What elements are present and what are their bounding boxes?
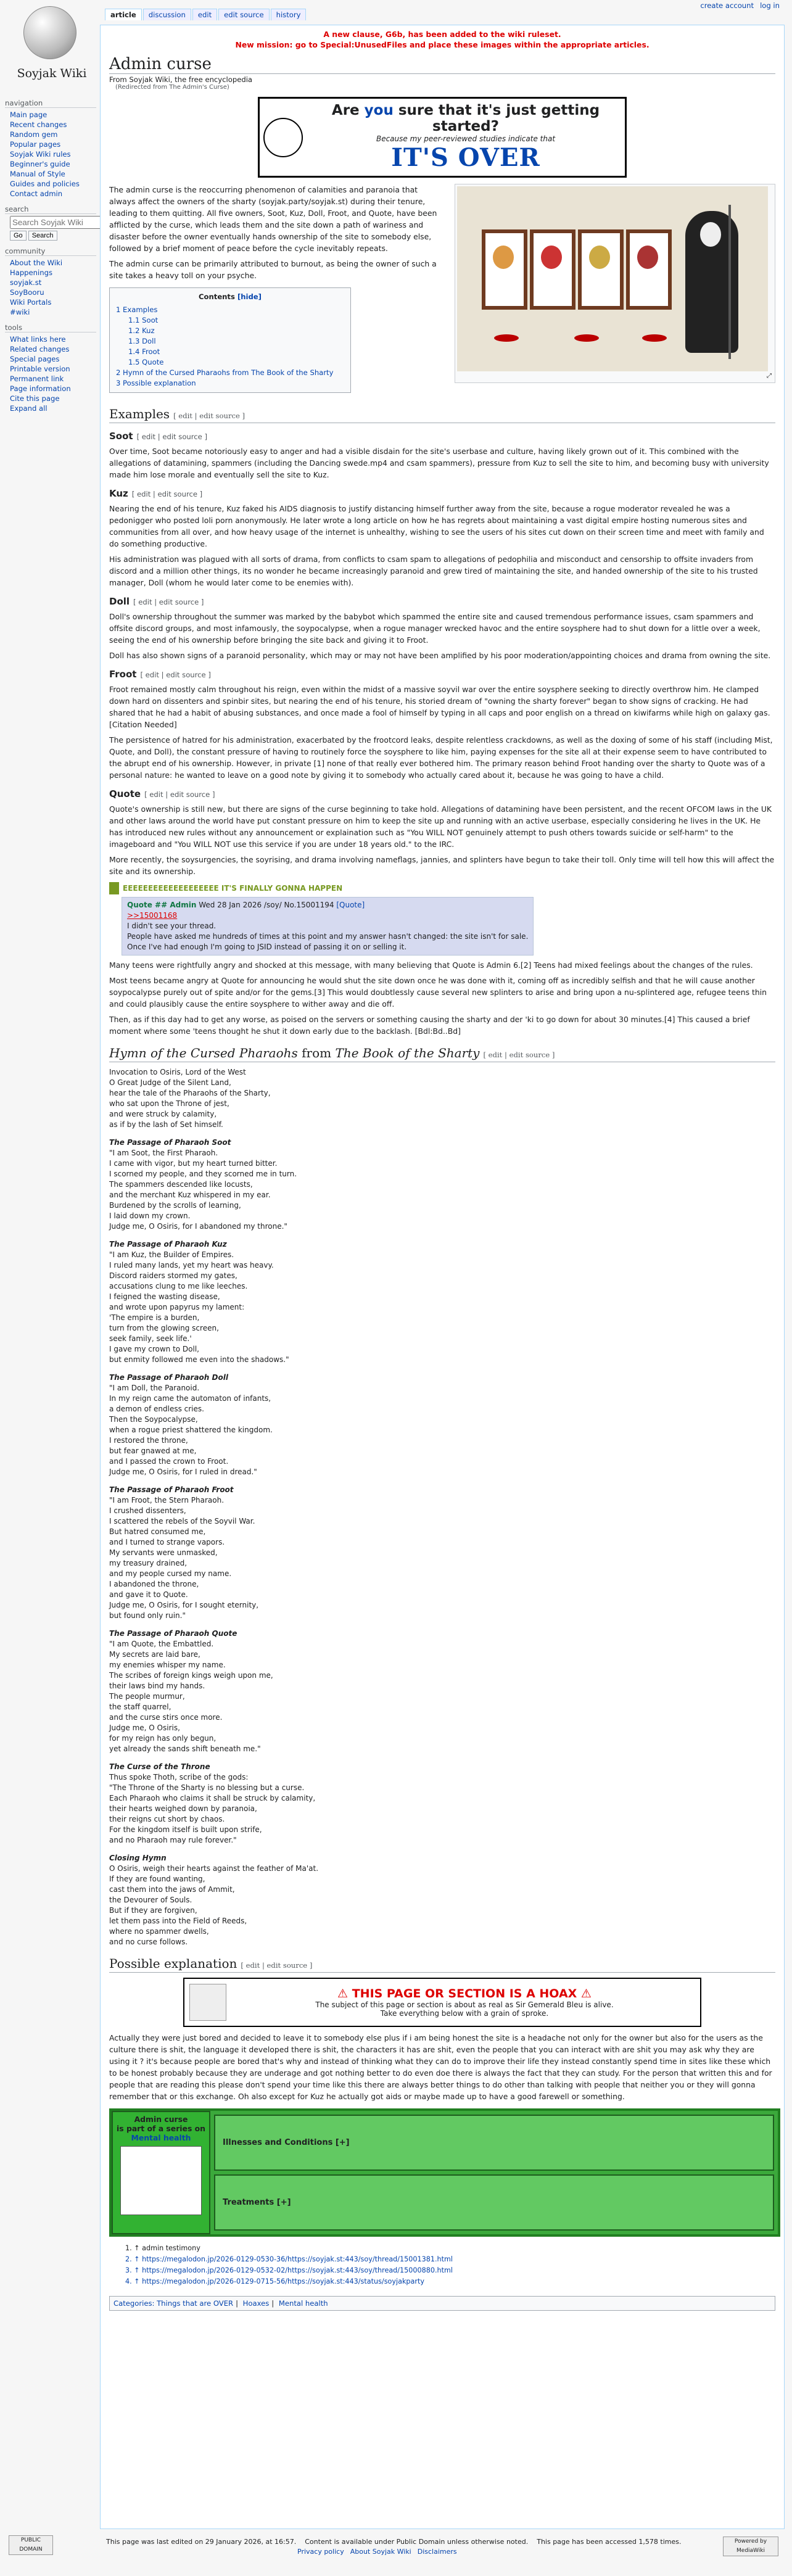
- create-account-link[interactable]: create account: [700, 1, 754, 10]
- figure-icon: [493, 246, 514, 269]
- sidebar-item[interactable]: #wiki: [10, 308, 30, 316]
- reference-item[interactable]: 3. ↑ https://megalodon.jp/2026-0129-0532-02/https://soyjak.st:443/soy/thread/15000880.html: [125, 2266, 453, 2274]
- poem-line: and were struck by calamity,: [109, 1110, 217, 1118]
- poem-line: For the kingdom itself is built upon strife,: [109, 1825, 262, 1834]
- poem-line: I feigned the wasting disease,: [109, 1292, 220, 1301]
- poem-line: my treasury drained,: [109, 1559, 188, 1567]
- blood-splat-icon: [494, 334, 519, 342]
- stanza: [109, 1772, 775, 1846]
- personal-tools: [700, 1, 780, 10]
- sidebar-item[interactable]: Beginner's guide: [10, 160, 70, 168]
- poem-line: Each Pharaoh who claims it shall be struck by calamity,: [109, 1794, 316, 1802]
- hymn-invocation: [109, 1067, 775, 1130]
- sidebar-item[interactable]: About the Wiki: [10, 258, 63, 267]
- door-icon: [530, 229, 575, 310]
- heading-text: The Book of the Sharty: [335, 1046, 480, 1060]
- poem-line: The scribes of foreign kings weigh upon me,: [109, 1671, 273, 1680]
- navbox-illnesses-toggle[interactable]: Illnesses and Conditions [+]: [214, 2115, 774, 2171]
- sidebar-navigation: [4, 99, 96, 199]
- poem-line: My servants were unmasked,: [109, 1548, 218, 1557]
- poem-line: Burdened by the scrolls of learning,: [109, 1201, 241, 1210]
- poem-line: I gave my crown to Doll,: [109, 1345, 199, 1353]
- stanza: [109, 1495, 775, 1621]
- poem-line: and my people cursed my name.: [109, 1569, 232, 1578]
- disclaimers-link[interactable]: Disclaimers: [417, 2548, 457, 2556]
- poem-line: when a rogue priest shattered the kingdom.: [109, 1426, 273, 1434]
- poem-line: But if they are forgiven,: [109, 1906, 197, 1915]
- poem-line: as if by the lash of Set himself.: [109, 1120, 223, 1129]
- go-button[interactable]: Go: [10, 231, 27, 241]
- toc-hide-toggle[interactable]: [hide]: [237, 292, 262, 301]
- navbox-series-text: Admin curse: [134, 2115, 188, 2124]
- poem-line: where no spammer dwells,: [109, 1927, 209, 1936]
- clown-soyjak-icon: [120, 2146, 202, 2215]
- poem-line: their reigns cut short by chaos.: [109, 1815, 225, 1823]
- edit-section-link[interactable]: [ edit | edit source ]: [131, 490, 203, 498]
- edit-section-link[interactable]: [ edit | edit source ]: [140, 671, 211, 679]
- sidebar-item[interactable]: Page information: [10, 384, 71, 393]
- section-heading-froot: [109, 669, 775, 680]
- quote-paragraph: Quote's ownership is still new, but there are signs of the curse beginning to take hold. Allegations of datamining have been persistent, and the recent OFCOM laws in the UK and other laws around the world have put constant pressure on him to keep the site up and running with an active userbase, especially considering he lives in the UK. He has introduced new rules without any announcement or explaination such as "You WILL NOT genuinely attempt to push others towards suicide or self-harm" to the imageboard and "You WILL NOT use this service if you are under 18 years old." to the IRC.: [109, 804, 772, 849]
- site-logo[interactable]: [5, 4, 97, 96]
- sidebar-item[interactable]: Cite this page: [10, 394, 60, 403]
- hoax-sub: The subject of this page or section is about as real as Sir Gemerald Bleu is alive.: [315, 2000, 614, 2009]
- poem-line: "I am Kuz, the Builder of Empires.: [109, 1250, 234, 1259]
- stanza: [109, 1864, 775, 1947]
- poem-line: I restored the throne,: [109, 1436, 188, 1445]
- stanza-heading: The Passage of Pharaoh Soot: [109, 1138, 231, 1147]
- poem-line: The spammers descended like locusts,: [109, 1180, 253, 1189]
- stanza: [109, 1639, 775, 1754]
- post-quotelink[interactable]: >>15001168: [127, 911, 178, 920]
- kuz-paragraph: Nearing the end of his tenure, Kuz faked his AIDS diagnosis to justify distancing himself further away from the site, because a rogue moderator revealed he was a pedonigger who posted loli porn anonymously. He later wrote a long article on how he has regrets about maintaining a vast digital empire hosting numerous sites and communities from all over, and how heavy usage of the internet is unhealthy, wishing to see the users of his sites cut down on their screen time and meet with family and do something productive.: [109, 504, 764, 548]
- poem-line: but found only ruin.": [109, 1611, 186, 1620]
- heading-text: from: [297, 1046, 336, 1060]
- edit-section-link[interactable]: [ edit | edit source ]: [133, 598, 204, 606]
- section-heading-soot: [109, 431, 775, 442]
- heading-text: Quote: [109, 788, 141, 799]
- deer-icon: [189, 1984, 226, 2021]
- its-over-banner: [258, 97, 627, 178]
- toc-item[interactable]: 1.3 Doll: [128, 337, 156, 345]
- sidebar-item[interactable]: Expand all: [10, 404, 47, 413]
- edit-section-link[interactable]: [ edit | edit source ]: [144, 790, 215, 799]
- figure-icon: [589, 246, 610, 269]
- post-line: Once I've had enough I'm going to JSID instead of passing it on or selling it.: [127, 943, 407, 951]
- sidebar-tools: [4, 323, 96, 413]
- page-title: Admin curse: [109, 55, 775, 74]
- category-links: Categories: Things that are OVER | Hoaxes | Mental health: [109, 2296, 775, 2311]
- poem-line: accusations clung to me like leeches.: [109, 1282, 248, 1290]
- hymn-poem: [109, 1067, 775, 1947]
- figure-icon: [637, 246, 658, 269]
- sidebar-item[interactable]: soyjak.st: [10, 278, 42, 287]
- sidebar-item[interactable]: What links here: [10, 335, 66, 344]
- poem-line: If they are found wanting,: [109, 1875, 205, 1883]
- doll-paragraph: Doll's ownership throughout the summer was marked by the babybot which spammed the entire site and caused tremendous performance issues, csam spammers and offsite discord groups, and most infamously, the soypocalypse, when a rogue manager wrecked havoc and the entire soysphere had to shut down for a little over a week, seeing the end of his ownership before bringing the site back and giving it to Froot.: [109, 612, 761, 645]
- post-date: Wed 28 Jan 2026 /soy/ No.15001194: [199, 901, 334, 909]
- hoax-title-text: THIS PAGE OR SECTION IS A HOAX: [352, 1987, 577, 2000]
- post-subject: Quote ## Admin: [127, 901, 197, 909]
- poem-line: The people murmur,: [109, 1692, 185, 1701]
- quote-paragraph: More recently, the soysurgencies, the soyrising, and drama involving nameflags, jannies, and splinters have begun to take their toll. Only time will tell how this will affect the site and its ownership.: [109, 855, 775, 876]
- post-header-text: EEEEEEEEEEEEEEEEEEE IT'S FINALLY GONNA HAPPEN: [123, 884, 343, 893]
- froot-paragraph: The persistence of hatred for his administration, exacerbated by the frootcord leaks, despite relentless crackdowns, as well as the doxing of some of his staff (including Mist, Quote, and Doll), the constant pressure of having to routinely force the soysphere to like him, paying expenses for the site all at their expense seem to have contributed to the abrupt end of his ownership. However, in private [1] none of that really ever bothered him. The primary reason behind Froot handing over the sharty to Quote was of a personal nature: he wanted to leave on a good note by giving it to somebody who actually cared about it, because he was going to have a child.: [109, 735, 773, 780]
- poem-line: "I am Doll, the Paranoid.: [109, 1384, 200, 1392]
- hoax-banner: [183, 1978, 701, 2027]
- figure-icon: [541, 246, 562, 269]
- stanza-heading: Closing Hymn: [109, 1854, 167, 1862]
- section-heading-examples: [109, 407, 775, 423]
- intro-paragraph: The admin curse is the reoccurring phenomenon of calamities and paranoia that always affect the owners of the sharty (soyjak.party/soyjak.st) during their tenure, leading to them quitting. All five owners, Soot, Kuz, Doll, Froot, and Quote, have been afflicted by the curse, which leads them and the site down a path of wariness and disaster before the owner eventually hands ownership of the site to somebody else, followed by a brief moment of peace before the cycle inevitably repeats.: [109, 185, 437, 253]
- heading-text: Soot: [109, 431, 133, 442]
- section-heading-kuz: [109, 488, 775, 499]
- heading-text: Froot: [109, 669, 137, 680]
- sidebar-item[interactable]: Permanent link: [10, 374, 64, 383]
- toc-item[interactable]: 1.4 Froot: [128, 347, 160, 356]
- mediawiki-badge[interactable]: Powered by MediaWiki: [723, 2537, 778, 2556]
- soyjak-face-icon: [263, 118, 303, 157]
- poem-line: I scorned my people, and they scorned me in turn.: [109, 1170, 297, 1178]
- poem-line: Discord raiders stormed my gates,: [109, 1271, 237, 1280]
- toc-item[interactable]: 3 Possible explanation: [116, 379, 196, 387]
- poem-line: seek family, seek life.': [109, 1334, 192, 1343]
- poem-line: and gave it to Quote.: [109, 1590, 188, 1599]
- soot-paragraph: Over time, Soot became notoriously easy to anger and had a visible disdain for the site's userbase and culture, having likely grown out of it. This combined with the allegations of datamining, spammers (including the Dancing swede.mp4 and csam spammers), pressure from Kuz to sell the site to him, and becoming busy with university made him lose morale and eventually sell the site to Kuz.: [109, 447, 769, 479]
- sidebar-community: [4, 247, 96, 317]
- site-sub: From Soyjak Wiki, the free encyclopedia: [109, 75, 253, 84]
- heading-text: Doll: [109, 596, 130, 607]
- sidebar-search: [4, 205, 96, 241]
- page-tabs: [105, 9, 306, 20]
- stanza-heading: The Passage of Pharaoh Quote: [109, 1629, 237, 1638]
- banner-q-post: sure that it's just getting started?: [393, 102, 600, 134]
- notice-line: New mission: go to Special:UnusedFiles and place these images within the appropriate articles.: [235, 40, 650, 49]
- poem-line: a demon of endless cries.: [109, 1405, 204, 1413]
- banner-question: [310, 102, 621, 134]
- privacy-link[interactable]: Privacy policy: [297, 2548, 344, 2556]
- poem-line: Judge me, O Osiris, for I sought eternity,: [109, 1601, 259, 1609]
- stanza: [109, 1148, 775, 1232]
- heading-text: Possible explanation: [109, 1956, 237, 1971]
- poem-line: I ruled many lands, yet my heart was heavy.: [109, 1261, 274, 1269]
- edit-section-link[interactable]: [ edit | edit source ]: [136, 432, 207, 441]
- notice-line: A new clause, G6b, has been added to the wiki ruleset.: [323, 30, 561, 39]
- door-icon: [626, 229, 672, 310]
- stanza: [109, 1383, 775, 1477]
- scythe-icon: [728, 205, 731, 359]
- heading-text: Examples: [109, 407, 170, 421]
- sidebar-item[interactable]: Recent changes: [10, 120, 67, 129]
- post-thumbnail-icon[interactable]: [109, 882, 119, 894]
- poem-line: let them pass into the Field of Reeds,: [109, 1917, 247, 1925]
- toc-item[interactable]: 2 Hymn of the Cursed Pharaohs from The Book of the Sharty: [116, 368, 334, 377]
- poem-line: 'The empire is a burden,: [109, 1313, 200, 1322]
- category-link[interactable]: Hoaxes: [242, 2299, 270, 2308]
- sidebar-item[interactable]: Wiki Portals: [10, 298, 52, 307]
- quote-paragraph: Then, as if this day had to get any worse, as poised on the servers or something causing the sharty and der 'ki to go down for about 30 minutes.[4] This caused a brief moment where some 'teens thought he shut it down early due to the backlash. [Bdl:Bd..Bd]: [109, 1015, 750, 1036]
- sidebar-item[interactable]: Happenings: [10, 268, 52, 277]
- login-link[interactable]: log in: [760, 1, 780, 10]
- poem-line: "The Throne of the Sharty is no blessing but a curse.: [109, 1783, 305, 1792]
- poem-line: and no Pharaoh may rule forever.": [109, 1836, 237, 1844]
- table-of-contents: [109, 287, 351, 393]
- poem-line: but fear gnawed at me,: [109, 1447, 197, 1455]
- magnify-icon[interactable]: ⤢: [767, 373, 772, 379]
- poem-line: I laid down my crown.: [109, 1212, 191, 1220]
- last-edited: This page was last edited on 29 January 2026, at 16:57.: [106, 2538, 297, 2546]
- poem-line: Judge me, O Osiris, for I ruled in dread.": [109, 1468, 257, 1476]
- poem-line: the Devourer of Souls.: [109, 1896, 192, 1904]
- site-wordmark[interactable]: Soyjak Wiki: [17, 67, 87, 80]
- article-image[interactable]: [455, 184, 775, 383]
- door-icon: [482, 229, 527, 310]
- sidebar-item[interactable]: Manual of Style: [10, 170, 65, 178]
- navbox-series-text: is part of a series on: [117, 2124, 205, 2133]
- heading-text: Hymn of the Cursed Pharaohs: [109, 1046, 298, 1060]
- sidebar-item[interactable]: Printable version: [10, 365, 70, 373]
- banner-its-over[interactable]: IT'S OVER: [391, 143, 540, 172]
- edit-section-link[interactable]: [ edit | edit source ]: [483, 1051, 555, 1059]
- poem-line: hear the tale of the Pharaohs of the Sharty,: [109, 1089, 271, 1097]
- globe-logo-icon[interactable]: [23, 6, 76, 59]
- edit-section-link[interactable]: [ edit | edit source ]: [173, 411, 245, 420]
- poem-line: "I am Froot, the Stern Pharaoh.: [109, 1496, 225, 1505]
- poem-line: Judge me, O Osiris,: [109, 1724, 180, 1732]
- navbox-series: [112, 2111, 210, 2234]
- stanza: [109, 1250, 775, 1365]
- sidebar-heading: tools: [5, 323, 96, 332]
- section-heading-hymn: [109, 1046, 775, 1062]
- heading-text: Kuz: [109, 488, 128, 499]
- category-link[interactable]: Things that are OVER: [157, 2299, 234, 2308]
- poem-line: and the merchant Kuz whispered in my ear.: [109, 1191, 271, 1199]
- poem-line: In my reign came the automaton of infants,: [109, 1394, 271, 1403]
- poem-line: their hearts weighed down by paranoia,: [109, 1804, 257, 1813]
- toc-item[interactable]: 1 Examples: [116, 305, 158, 314]
- poem-line: turn from the glowing screen,: [109, 1324, 219, 1332]
- tab-history[interactable]: history: [271, 9, 307, 20]
- skull-icon: [700, 222, 721, 247]
- poem-line: their laws bind my hands.: [109, 1682, 205, 1690]
- sidebar-item[interactable]: Contact admin: [10, 189, 63, 198]
- sidebar-item[interactable]: Popular pages: [10, 140, 61, 149]
- sidebar-item[interactable]: Related changes: [10, 345, 70, 353]
- toc-title: Contents: [199, 292, 235, 301]
- kuz-paragraph: His administration was plagued with all sorts of drama, from conflicts to csam spam to allegations of pedophilia and misconduct and censorship to offsite invaders from discord and a million other things, its no wonder he became increasingly paranoid and grew tired of maintaining the site, and handed ownership of the site to his trusted manager, Doll (whom he would later come to be enemies with).: [109, 555, 758, 587]
- sidebar-item[interactable]: Random gem: [10, 130, 58, 139]
- section-heading-possible: [109, 1956, 775, 1973]
- poem-line: But hatred consumed me,: [109, 1527, 206, 1536]
- stanza-heading: The Passage of Pharaoh Froot: [109, 1485, 234, 1494]
- poem-line: and the curse stirs once more.: [109, 1713, 223, 1722]
- sidebar-item[interactable]: Soyjak Wiki rules: [10, 150, 71, 159]
- sidebar: [4, 99, 96, 419]
- banner-because: Because my peer-reviewed studies indicate that: [376, 134, 556, 143]
- tab-discussion[interactable]: discussion: [143, 9, 191, 20]
- pharaoh-doors-illustration[interactable]: [457, 186, 768, 371]
- tab-edit-source[interactable]: edit source: [218, 9, 269, 20]
- navbox-treatments-toggle[interactable]: Treatments [+]: [214, 2174, 774, 2231]
- post-line: People have asked me hundreds of times at this point and my answer hasn't changed: the site isn't for sale.: [127, 932, 529, 941]
- stanza-heading: The Passage of Pharaoh Doll: [109, 1373, 228, 1382]
- post-header: [109, 882, 775, 894]
- hoax-title: ⚠ THIS PAGE OR SECTION IS A HOAX ⚠: [337, 1987, 592, 2000]
- accessed-count: This page has been accessed 1,578 times.: [537, 2538, 682, 2546]
- stanza-heading: The Curse of the Throne: [109, 1762, 210, 1771]
- reference-item[interactable]: 1. ↑ admin testimony: [125, 2244, 200, 2252]
- sidebar-item[interactable]: SoyBooru: [10, 288, 44, 297]
- categories-label[interactable]: Categories:: [113, 2299, 155, 2308]
- search-button[interactable]: Search: [28, 231, 57, 241]
- edit-section-link[interactable]: [ edit | edit source ]: [241, 1961, 313, 1970]
- poem-line: I abandoned the throne,: [109, 1580, 199, 1588]
- poem-line: and I passed the crown to Froot.: [109, 1457, 229, 1466]
- poem-line: who sat upon the Throne of jest,: [109, 1099, 229, 1108]
- hoax-sub: Take everything below with a grain of sproke.: [380, 2009, 549, 2018]
- mental-health-navbox: [109, 2108, 780, 2237]
- public-domain-badge[interactable]: PUBLIC DOMAIN: [9, 2535, 53, 2555]
- poem-line: yet already the sands shift beneath me.": [109, 1744, 261, 1753]
- blood-splat-icon: [574, 334, 599, 342]
- poem-line: I came with vigor, but my heart turned bitter.: [109, 1159, 278, 1168]
- poem-line: O Osiris, weigh their hearts against the feather of Ma'at.: [109, 1864, 319, 1873]
- door-icon: [578, 229, 624, 310]
- poem-line: O Great Judge of the Silent Land,: [109, 1078, 231, 1087]
- sidebar-item[interactable]: Special pages: [10, 355, 60, 363]
- quote-paragraph: Most teens became angry at Quote for announcing he would shut the site down once he was done with it, coming off as incredibly selfish and that he will cause another soypocalypse purely out of spite and/or for the gems.[3] This would doubtlessly cause several new splinters to arise and bring upon a nu-splintered age, refugee teens thin and could plausibly cause the entire soysphere to wither away and die off.: [109, 976, 767, 1009]
- sidebar-heading: community: [5, 247, 96, 256]
- possible-paragraph: Actually they were just bored and decided to leave it to somebody else plus if i am being honest the site is a headache not only for the owner but also for the users as the culture there is shit, the language it developed there is shit, the characters it has are shit, even the people that you can interact with are shit you may ask why they are using it ? it's because people are bored that's why and instead of thinking what they can do to improve their life they instead constantly spend time in sites like these which to be honest probably because they are underage and got nothing better to do even doe there is always the fact that they can study. For the person that written this and for people that are reading this please don't spend your time like this there are always better things to do other than talking with people that neither you or they will gonna remember that or this exchange. Oh also except for Kuz he actually got aids or maybe made up to have a good farewell or something.: [109, 2033, 772, 2101]
- category-link[interactable]: Mental health: [278, 2299, 328, 2308]
- froot-paragraph: Froot remained mostly calm throughout his reign, even within the midst of a massive soyvil war over the entire soysphere seeking to directly overthrow him. He clamped down hard on dissenters and spinbir sites, but nearing the end of his tenure, his storied dream of "owning the sharty forever" began to show signs of cracking. He had shared that he had a habit of abusing substances, and once made a fool of himself by typing in all caps and poor english on a thread on kiwifarms while high on galaxy gas. [Citation Needed]: [109, 685, 770, 729]
- poem-line: Invocation to Osiris, Lord of the West: [109, 1068, 246, 1076]
- poem-line: Judge me, O Osiris, for I abandoned my throne.": [109, 1222, 287, 1231]
- reference-item[interactable]: 2. ↑ https://megalodon.jp/2026-0129-0530-36/https://soyjak.st:443/soy/thread/15001381.html: [125, 2255, 453, 2263]
- poem-line: My secrets are laid bare,: [109, 1650, 200, 1659]
- poem-line: for my reign has only begun,: [109, 1734, 217, 1743]
- references: [125, 2243, 775, 2287]
- poem-line: Thus spoke Thoth, scribe of the gods:: [109, 1773, 249, 1781]
- banner-q-pre: Are: [331, 102, 365, 118]
- intro-paragraph: The admin curse can be primarily attributed to burnout, as being the owner of such a site takes a heavy toll on your psyche.: [109, 259, 437, 280]
- banner-q-you[interactable]: you: [364, 102, 394, 118]
- poem-line: but enmity followed me even into the shadows.": [109, 1355, 289, 1364]
- main-content: [100, 25, 785, 2529]
- section-heading-doll: [109, 596, 775, 607]
- post-reply-link[interactable]: [Quote]: [336, 901, 365, 909]
- license-text: Content is available under Public Domain unless otherwise noted.: [305, 2538, 529, 2546]
- navbox-series-link[interactable]: Mental health: [131, 2133, 191, 2142]
- quote-paragraph: Many teens were rightfully angry and shocked at this message, with many believing that Quote is Admin 6.[2] Teens had mixed feelings about the changes of the rules.: [109, 960, 753, 970]
- poem-line: I crushed dissenters,: [109, 1506, 186, 1515]
- tab-article[interactable]: article: [105, 9, 142, 20]
- sidebar-item[interactable]: Guides and policies: [10, 180, 80, 188]
- blood-splat-icon: [642, 334, 667, 342]
- site-notice: [109, 29, 775, 50]
- tab-edit[interactable]: edit: [192, 9, 217, 20]
- poem-line: and I turned to strange vapors.: [109, 1538, 225, 1546]
- toc-item[interactable]: 1.5 Quote: [128, 358, 164, 366]
- about-link[interactable]: About Soyjak Wiki: [350, 2548, 411, 2556]
- poem-line: I scattered the rebels of the Soyvil War.: [109, 1517, 255, 1525]
- toc-item[interactable]: 1.2 Kuz: [128, 326, 155, 335]
- section-heading-quote: [109, 788, 775, 799]
- poem-line: and wrote upon papyrus my lament:: [109, 1303, 245, 1311]
- post-line: I didn't see your thread.: [127, 922, 217, 930]
- poem-line: and no curse follows.: [109, 1938, 188, 1946]
- sidebar-heading: search: [5, 205, 96, 214]
- stanza-heading: The Passage of Pharaoh Kuz: [109, 1240, 227, 1249]
- toc-item[interactable]: 1.1 Soot: [128, 316, 159, 324]
- poem-line: "I am Quote, the Embattled.: [109, 1640, 214, 1648]
- sidebar-item[interactable]: Main page: [10, 110, 47, 119]
- poem-line: cast them into the jaws of Ammit,: [109, 1885, 235, 1894]
- redirect-notice[interactable]: (Redirected from The Admin's Curse): [115, 84, 229, 91]
- reference-item[interactable]: 4. ↑ https://megalodon.jp/2026-0129-0715-56/https://soyjak.st:443/status/soyjakparty: [125, 2277, 425, 2285]
- poem-line: Then the Soypocalypse,: [109, 1415, 198, 1424]
- poem-line: my enemies whisper my name.: [109, 1661, 226, 1669]
- doll-paragraph: Doll has also shown signs of a paranoid personality, which may or may not have been amplified by his poor moderation/appointing choices and drama from owning the site.: [109, 651, 771, 660]
- poem-line: "I am Soot, the First Pharaoh.: [109, 1149, 218, 1157]
- sidebar-heading: navigation: [5, 99, 96, 108]
- poem-line: the staff quarrel,: [109, 1703, 171, 1711]
- imageboard-post: [122, 897, 534, 956]
